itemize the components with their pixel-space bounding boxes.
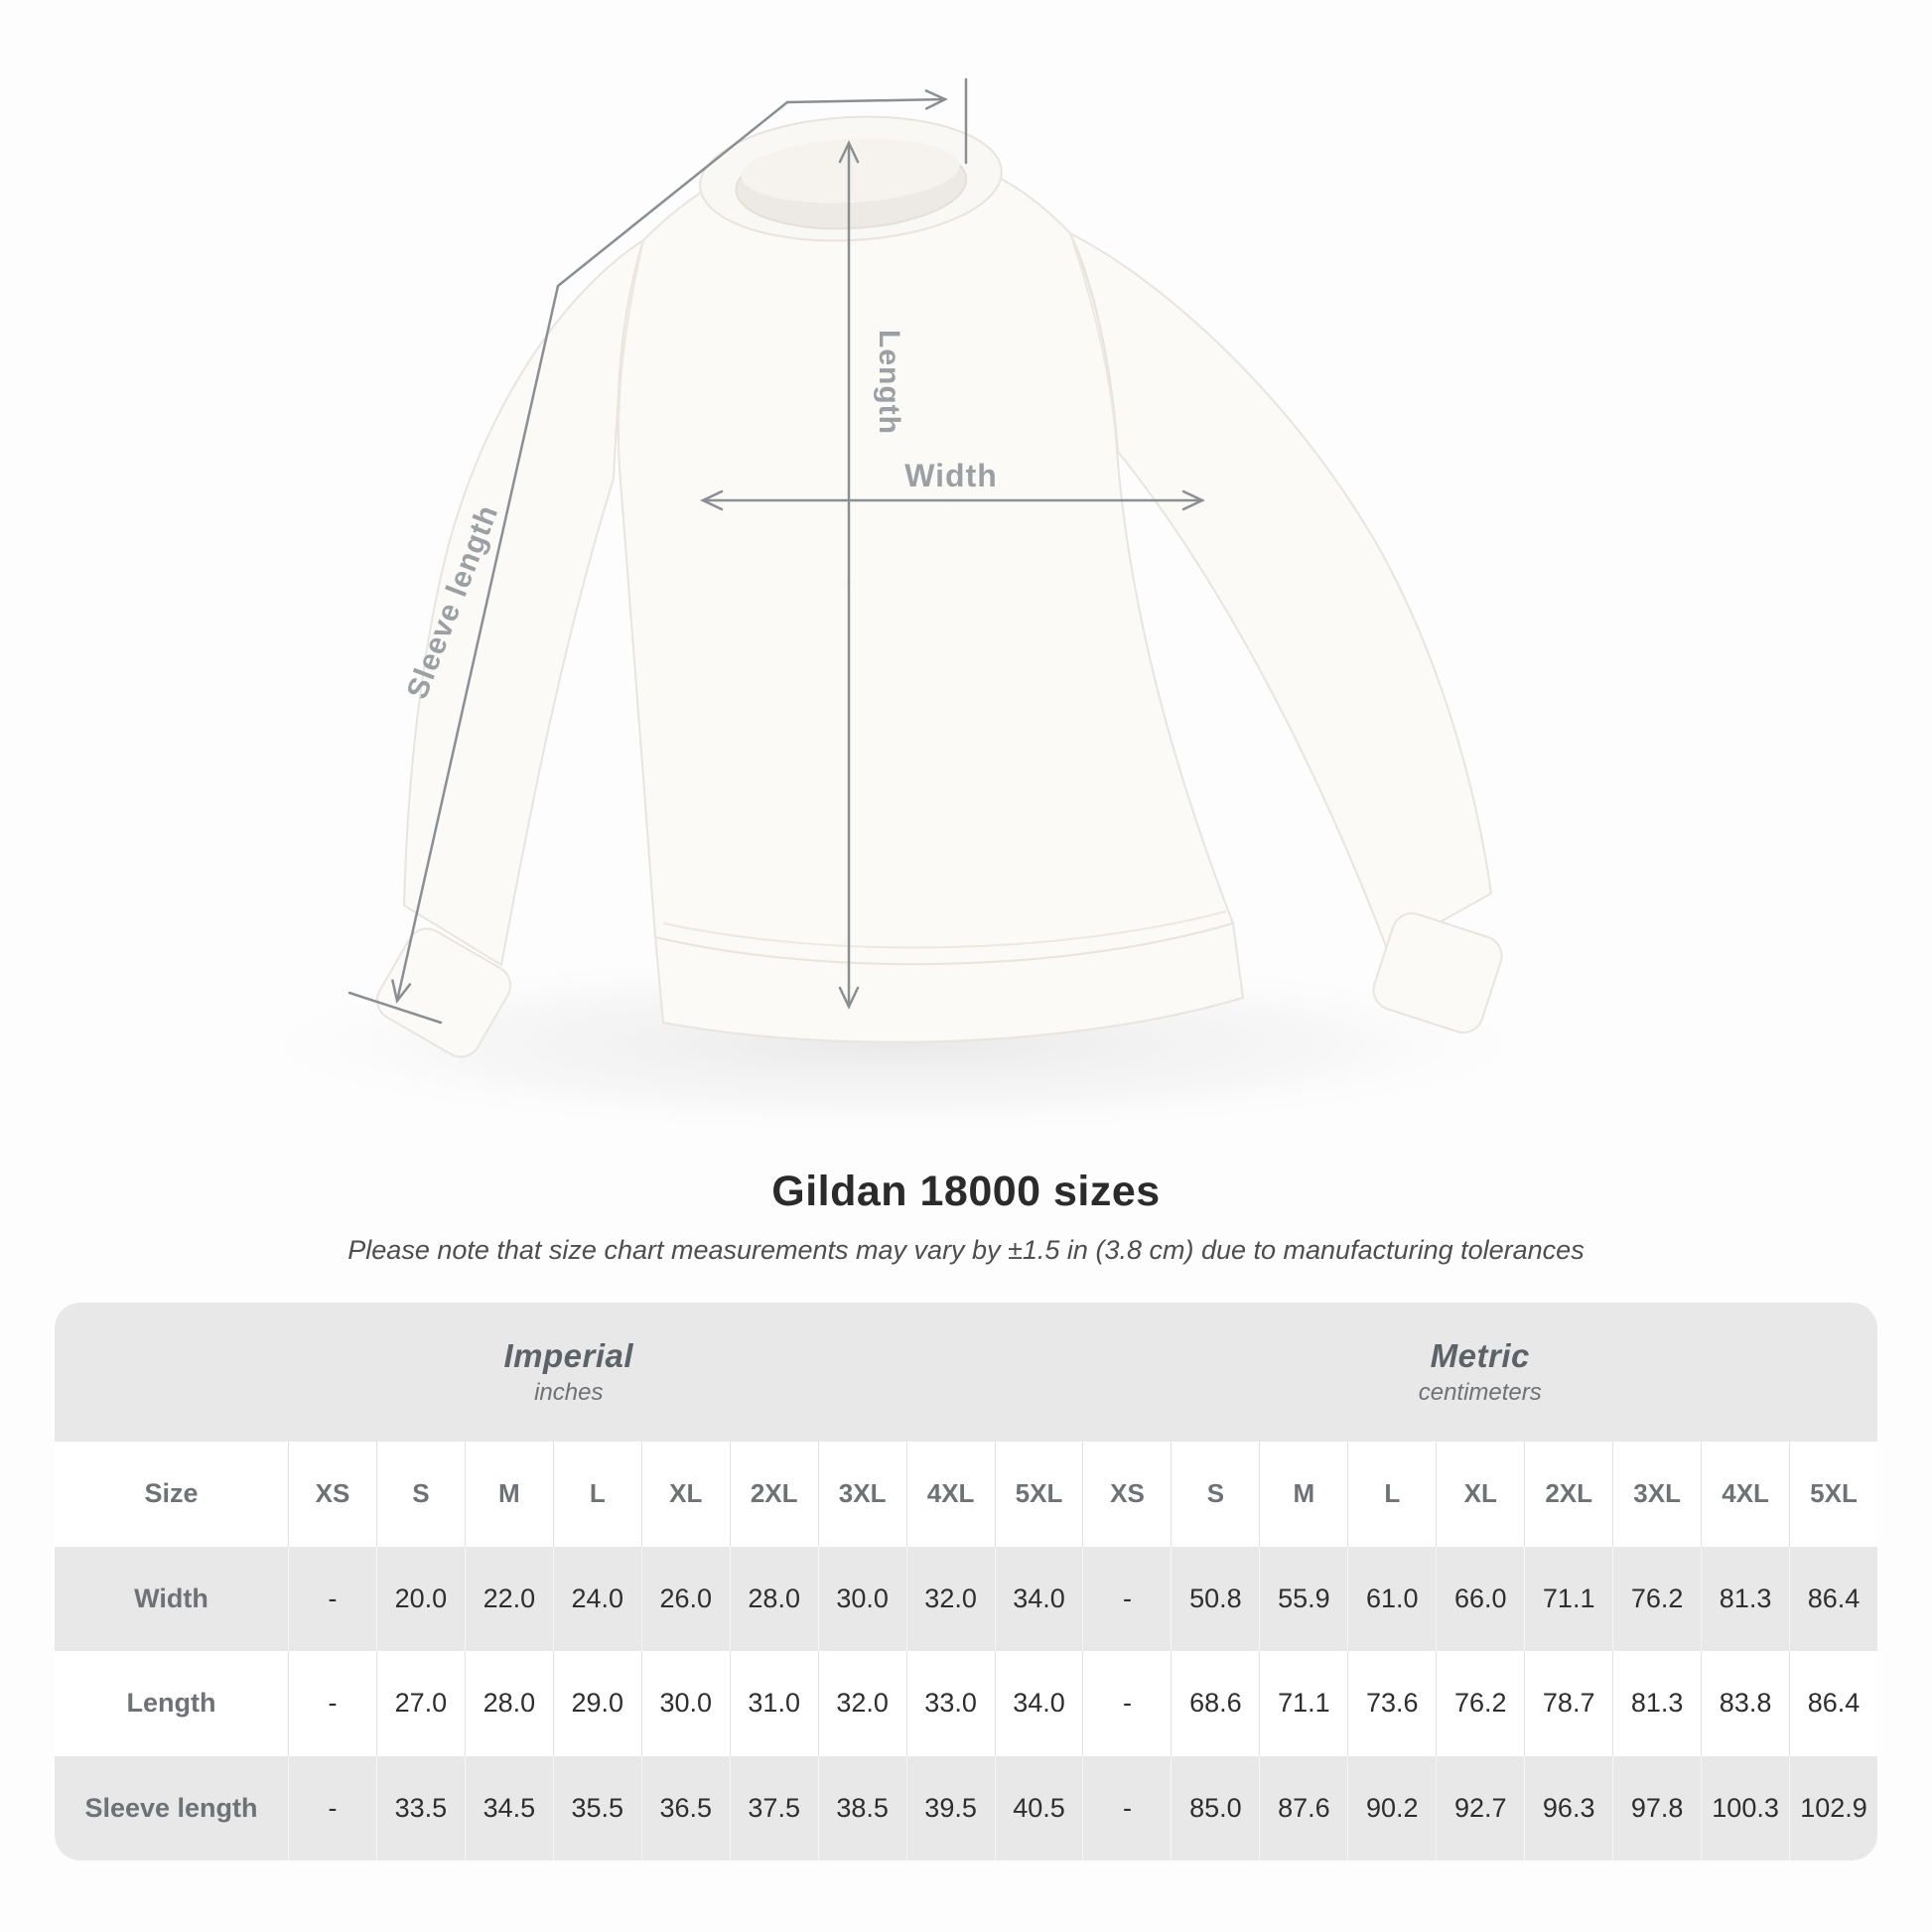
table-cell: 40.5: [995, 1756, 1083, 1862]
size-header-cell: L: [1347, 1442, 1436, 1547]
sleeve-length-label: Sleeve length: [400, 499, 505, 704]
table-cell: 96.3: [1524, 1756, 1612, 1862]
size-header-cell: 2XL: [730, 1442, 818, 1547]
table-cell: 76.2: [1612, 1547, 1701, 1652]
metric-unit: centimeters: [1418, 1379, 1542, 1406]
table-cell: 32.0: [906, 1547, 995, 1652]
table-cell: 33.0: [906, 1651, 995, 1756]
table-cell: 86.4: [1789, 1547, 1877, 1652]
size-header-cell: 5XL: [995, 1442, 1083, 1547]
table-cell: 34.0: [995, 1547, 1083, 1652]
table-cell: 38.5: [818, 1756, 906, 1862]
table-cell: 66.0: [1436, 1547, 1524, 1652]
table-cell: 29.0: [553, 1651, 641, 1756]
table-cell: 34.0: [995, 1651, 1083, 1756]
size-header-cell: S: [1171, 1442, 1259, 1547]
table-cell: -: [1082, 1756, 1171, 1862]
table-cell: 61.0: [1347, 1547, 1436, 1652]
table-cell: -: [1082, 1651, 1171, 1756]
table-cell: 37.5: [730, 1756, 818, 1862]
table-cell: 73.6: [1347, 1651, 1436, 1756]
width-label: Width: [904, 458, 998, 493]
table-cell: 35.5: [553, 1756, 641, 1862]
sleeve-length-row: [55, 1756, 1877, 1862]
table-cell: 28.0: [730, 1547, 818, 1652]
size-header-cell: 5XL: [1789, 1442, 1877, 1547]
table-cell: 33.5: [376, 1756, 465, 1862]
tolerance-note: Please note that size chart measurements may vary by ±1.5 in (3.8 cm) due to manufacturing tolerances: [347, 1235, 1585, 1265]
table-cell: 27.0: [376, 1651, 465, 1756]
table-cell: 30.0: [641, 1651, 730, 1756]
metric-label: Metric: [1430, 1337, 1530, 1374]
table-cell: 85.0: [1171, 1756, 1259, 1862]
size-header-cell: 4XL: [1701, 1442, 1789, 1547]
table-cell: 97.8: [1612, 1756, 1701, 1862]
table-cell: 71.1: [1259, 1651, 1347, 1756]
table-cell: -: [288, 1651, 376, 1756]
table-cell: 31.0: [730, 1651, 818, 1756]
table-cell: 102.9: [1789, 1756, 1877, 1862]
table-cell: 78.7: [1524, 1651, 1612, 1756]
table-cell: 87.6: [1259, 1756, 1347, 1862]
size-header-cell: M: [1259, 1442, 1347, 1547]
table-cell: 83.8: [1701, 1651, 1789, 1756]
table-cell: 20.0: [376, 1547, 465, 1652]
width-row: [55, 1547, 1877, 1652]
table-cell: 50.8: [1171, 1547, 1259, 1652]
table-cell: 22.0: [465, 1547, 553, 1652]
table-cell: -: [1082, 1547, 1171, 1652]
length-label: Length: [873, 330, 905, 435]
imperial-unit: inches: [534, 1379, 604, 1406]
table-cell: -: [288, 1547, 376, 1652]
size-header-cell: L: [553, 1442, 641, 1547]
table-cell: 86.4: [1789, 1651, 1877, 1756]
size-chart-card: [55, 1303, 1877, 1861]
table-cell: 28.0: [465, 1651, 553, 1756]
size-header-cell: 4XL: [906, 1442, 995, 1547]
size-header-cell: M: [465, 1442, 553, 1547]
row-label: Length: [126, 1688, 216, 1719]
size-header-cell: 2XL: [1524, 1442, 1612, 1547]
row-label: Sleeve length: [84, 1792, 258, 1823]
row-label: Width: [134, 1583, 208, 1613]
sweatshirt-illustration: [370, 109, 1507, 1064]
table-cell: 100.3: [1701, 1756, 1789, 1862]
size-header-cell: XS: [1082, 1442, 1171, 1547]
table-cell: 32.0: [818, 1651, 906, 1756]
table-cell: 26.0: [641, 1547, 730, 1652]
length-row: [55, 1651, 1877, 1756]
table-cell: 68.6: [1171, 1651, 1259, 1756]
table-cell: 76.2: [1436, 1651, 1524, 1756]
size-column-header: Size: [144, 1478, 199, 1509]
table-cell: 34.5: [465, 1756, 553, 1862]
size-header-cell: XL: [1436, 1442, 1524, 1547]
shoulder-reference-line: [787, 99, 945, 102]
table-cell: 24.0: [553, 1547, 641, 1652]
table-cell: 71.1: [1524, 1547, 1612, 1652]
table-cell: 81.3: [1612, 1651, 1701, 1756]
unit-header-row: [55, 1303, 1877, 1442]
imperial-section-header: [55, 1303, 1083, 1442]
size-header-cell: XL: [641, 1442, 730, 1547]
table-cell: 30.0: [818, 1547, 906, 1652]
table-cell: 81.3: [1701, 1547, 1789, 1652]
table-cell: 92.7: [1436, 1756, 1524, 1862]
table-cell: 39.5: [906, 1756, 995, 1862]
size-header-cell: S: [376, 1442, 465, 1547]
size-header-row: [55, 1442, 1877, 1547]
table-cell: 90.2: [1347, 1756, 1436, 1862]
imperial-label: Imperial: [503, 1337, 634, 1374]
table-cell: 36.5: [641, 1756, 730, 1862]
size-header-cell: XS: [288, 1442, 376, 1547]
page-title: Gildan 18000 sizes: [771, 1168, 1161, 1215]
size-header-cell: 3XL: [818, 1442, 906, 1547]
table-cell: 55.9: [1259, 1547, 1347, 1652]
size-header-cell: 3XL: [1612, 1442, 1701, 1547]
table-cell: -: [288, 1756, 376, 1862]
metric-section-header: [1083, 1303, 1878, 1442]
